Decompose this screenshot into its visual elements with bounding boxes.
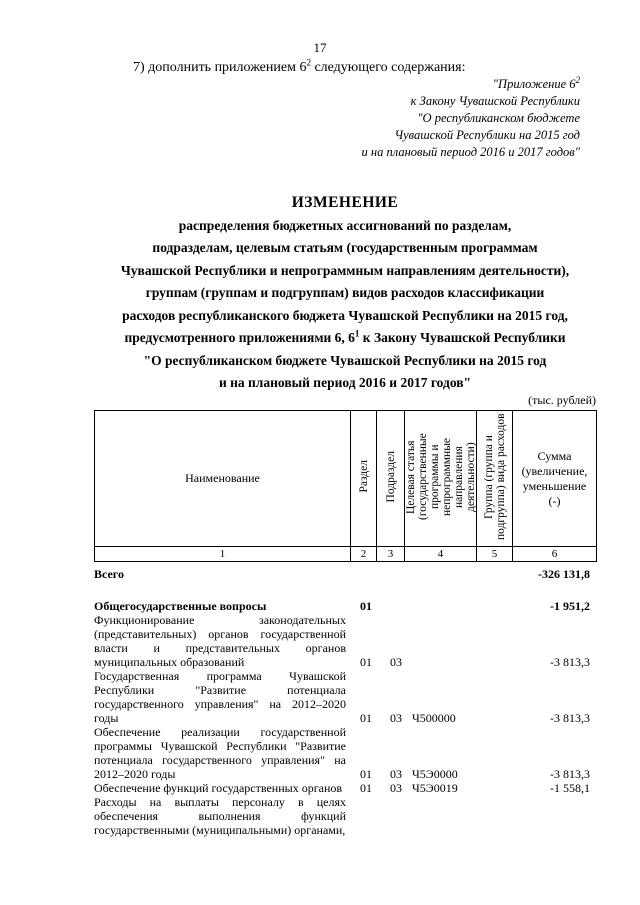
row-sum: -3 813,3 [550, 655, 590, 669]
row-target: Ч5Э0019 [412, 781, 458, 795]
header-sum-1: Сумма [537, 448, 572, 463]
title-line-6-a: предусмотренного приложениями 6, 6 [124, 330, 355, 345]
row-section: 01 [360, 767, 372, 781]
appendix-line-4: Чувашской Республики на 2015 год [394, 128, 580, 142]
title-line-7: "О республиканском бюджете Чувашской Республики на 2015 год [143, 352, 547, 368]
header-subsection-cell [377, 411, 405, 547]
table-row [94, 567, 596, 581]
header-sum-2: (увеличение, [521, 463, 588, 478]
title-line-2: подразделам, целевым статьям (государственным программам [152, 240, 538, 255]
header-target: Целевая статья (государственные программы и непрограммные направления деятельности) [405, 433, 477, 520]
title-line-6-b: к Закону Чувашской Республики [359, 330, 566, 345]
header-subsection: Подраздел [384, 450, 397, 503]
row-subsection: 03 [390, 655, 402, 669]
col-index-2: 2 [351, 547, 377, 562]
table-row [94, 669, 596, 725]
title-line-4: группам (группам и подгруппам) видов расходов классификации [145, 285, 545, 300]
appendix-reference [320, 76, 580, 161]
row-section: 01 [360, 711, 372, 725]
row-target: Ч500000 [412, 711, 456, 725]
column-index-row [95, 547, 597, 562]
appendix-line-1-text: "Приложение 6 [492, 77, 576, 91]
title-line-6 [85, 327, 605, 350]
row-target: Ч5Э0000 [412, 767, 458, 781]
col-index-1: 1 [95, 547, 351, 562]
appendix-line-1 [320, 76, 580, 93]
row-sum: -326 131,8 [538, 567, 590, 581]
title-line-5: расходов республиканского бюджета Чувашской Республики на 2015 год, [122, 307, 568, 323]
budget-table-body [94, 567, 596, 837]
col-index-5: 5 [477, 547, 513, 562]
header-sum [513, 411, 597, 547]
document-title [85, 192, 605, 395]
header-section: Раздел [357, 460, 370, 493]
row-name: Расходы на выплаты персоналу в целях обеспечения выполнения функций государственными (муниципальными) органами, [94, 795, 346, 837]
table-row [94, 781, 596, 795]
row-sum: -3 813,3 [550, 767, 590, 781]
page-number: 17 [313, 40, 327, 55]
title-line-3: Чувашской Республики и непрограммным направлениям деятельности), [120, 262, 570, 278]
col-index-4: 4 [405, 547, 477, 562]
header-section-cell [351, 411, 377, 547]
header-target-cell [405, 411, 477, 547]
row-sum: -1 558,1 [550, 781, 590, 795]
col-index-6: 6 [513, 547, 597, 562]
title-main: ИЗМЕНЕНИЕ [291, 194, 399, 211]
header-name: Наименование [95, 411, 351, 547]
row-name: Всего [94, 567, 124, 581]
intro-sup: 2 [306, 57, 311, 68]
header-sum-3: уменьшение [522, 478, 587, 493]
row-sum: -1 951,2 [550, 599, 590, 613]
row-section: 01 [360, 781, 372, 795]
table-row [94, 613, 596, 669]
intro-text: 7) дополнить приложением 6 [133, 60, 307, 75]
title-line-8: и на плановый период 2016 и 2017 годов" [218, 375, 472, 390]
intro-line [133, 57, 466, 76]
appendix-line-5: и на плановый период 2016 и 2017 годов" [361, 145, 580, 159]
row-name: Государственная программа Чувашской Республики "Развитие потенциала государственного управления" на 2012–2020 годы [94, 669, 346, 725]
row-subsection: 03 [390, 711, 402, 725]
row-name: Обеспечение реализации государственной программы Чувашской Республики "Развитие потенциала государственного управления" на 2012–2020 годы [94, 725, 346, 781]
col-index-3: 3 [377, 547, 405, 562]
title-line-1: распределения бюджетных ассигнований по разделам, [178, 217, 512, 233]
header-group: Группа (группа и подгруппа) вида расходов [482, 413, 507, 540]
intro-tail: следующего содержания: [310, 60, 466, 75]
row-section: 01 [360, 599, 372, 613]
appendix-line-1-sup: 2 [575, 74, 580, 85]
units-label: (тыс. рублей) [528, 393, 596, 407]
row-subsection: 03 [390, 767, 402, 781]
appendix-line-3: "О республиканском бюджете [417, 111, 580, 125]
row-name: Функционирование законодательных (представительных) органов государственной власти и представительных органов муниципальных образований [94, 613, 346, 669]
row-name: Обеспечение функций государственных органов [94, 781, 343, 795]
table-row [94, 725, 596, 781]
table-row [94, 599, 596, 613]
title-line-6-sup: 1 [354, 328, 360, 339]
row-subsection: 03 [390, 781, 402, 795]
row-section: 01 [360, 655, 372, 669]
row-sum: -3 813,3 [550, 711, 590, 725]
appendix-line-2: к Закону Чувашской Республики [410, 94, 580, 108]
header-group-cell [477, 411, 513, 547]
budget-table-header [94, 410, 597, 562]
table-row [94, 795, 596, 837]
row-name: Общегосударственные вопросы [94, 599, 267, 613]
header-row [95, 411, 597, 547]
header-sum-4: (-) [548, 493, 561, 508]
